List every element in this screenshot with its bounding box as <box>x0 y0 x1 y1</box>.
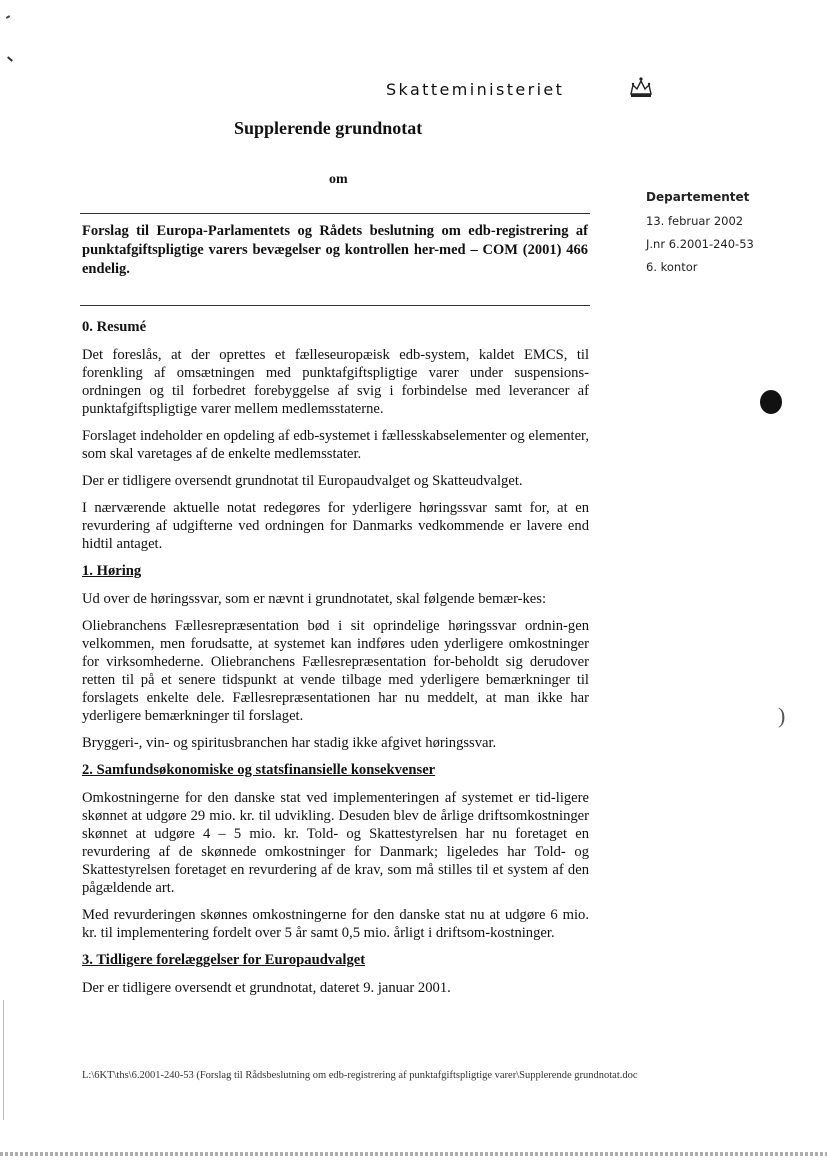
section-heading: 2. Samfundsøkonomiske og statsfinansielle konsekvenser <box>82 762 436 778</box>
crown-icon <box>628 76 654 100</box>
ministry-name: Skatteministeriet <box>386 80 565 99</box>
department: Departementet <box>646 190 750 204</box>
section-heading: 3. Tidligere forelæggelser for Europaudvalget <box>82 952 366 968</box>
punch-hole <box>760 390 782 414</box>
paragraph: I nærværende aktuelle notat redegøres for yderligere høringssvar samt for, at en revurdering af udgifterne ved ordningen for Danmarks vedkommende er lavere end hidtil antaget. <box>82 500 589 552</box>
scan-mark: ) <box>778 703 786 728</box>
date: 13. februar 2002 <box>646 214 744 228</box>
paragraph: Med revurderingen skønnes omkostningerne for den danske stat nu at udgøre 6 mio. kr. til implementering fordelt over 5 år samt 0,5 mio. årligt i driftsom-kostninger. <box>82 907 589 941</box>
scan-edge <box>3 1000 4 1120</box>
scan-mark <box>7 56 13 61</box>
paragraph: Bryggeri-, vin- og spiritusbranchen har stadig ikke afgivet høringssvar. <box>82 735 497 751</box>
page-title: Supplerende grundnotat <box>234 118 423 138</box>
paragraph: Omkostningerne for den danske stat ved implementeringen af systemet er tid-ligere skønnet at udgøre 29 mio. kr. til udvikling. Desuden blev de årlige driftsomkostninger skønnet at udgøre 4 – 5 mio. kr. Told- og Skattestyrelsen har nu foretaget en revurdering af de skønnede omkostninger for Danmark; ligeledes har Told- og Skattestyrelsen foretaget en revurdering af de krav, som må stilles til et system af den pågældende art. <box>82 790 589 896</box>
scan-mark <box>6 15 10 19</box>
journal-number: J.nr 6.2001-240-53 <box>646 237 754 251</box>
file-path: L:\6KT\ths\6.2001-240-53 (Forslag til Rådsbeslutning om edb-registrering af punktafgiftspligtige varer\Supplerende grundnotat.doc <box>82 1070 638 1081</box>
section-heading: 0. Resumé <box>82 319 147 335</box>
section-heading: 1. Høring <box>82 563 142 579</box>
paragraph: Forslaget indeholder en opdeling af edb-systemet i fællesskabselementer og elementer, som skal varetages af de enkelte medlemsstater. <box>82 428 589 462</box>
divider <box>80 305 590 306</box>
divider <box>80 213 590 214</box>
paragraph: Det foreslås, at der oprettes et fælleseuropæisk edb-system, kaldet EMCS, til forenkling af omsætningen med punktafgiftspligtige varer under suspensions-ordningen og til forbedret forebyggelse af svig i forbindelse med leverancer af punktafgiftspligtige varer mellem medlemsstaterne. <box>82 347 589 417</box>
title-connector: om <box>329 172 348 187</box>
paragraph: Oliebranchens Fællesrepræsentation bød i sit oprindelige høringssvar ordnin-gen velkommen, men forudsatte, at systemet kan indføres uden yderligere omkostninger for virksomhederne. Oliebranchens Fællesrepræsentation for-beholdt sig derudover retten til på et senere tidspunkt at vende tilbage med yderligere bemærkninger til forslagets enkelte dele. Fællesrepræsentationen har nu meddelt, at man ikke har yderligere bemærkninger til forslaget. <box>82 618 589 724</box>
paragraph: Der er tidligere oversendt et grundnotat, dateret 9. januar 2001. <box>82 980 451 996</box>
office: 6. kontor <box>646 260 698 274</box>
subject-line: Forslag til Europa-Parlamentets og Rådets beslutning om edb-registrering af punktafgiftspligtige varers bevægelser og kontrollen her-med – COM (2001) 466 endelig. <box>82 223 588 277</box>
document-body <box>82 318 589 1006</box>
paragraph: Der er tidligere oversendt grundnotat til Europaudvalget og Skatteudvalget. <box>82 473 523 489</box>
paragraph: Ud over de høringssvar, som er nævnt i grundnotatet, skal følgende bemær-kes: <box>82 591 546 607</box>
scan-edge <box>0 1152 827 1156</box>
